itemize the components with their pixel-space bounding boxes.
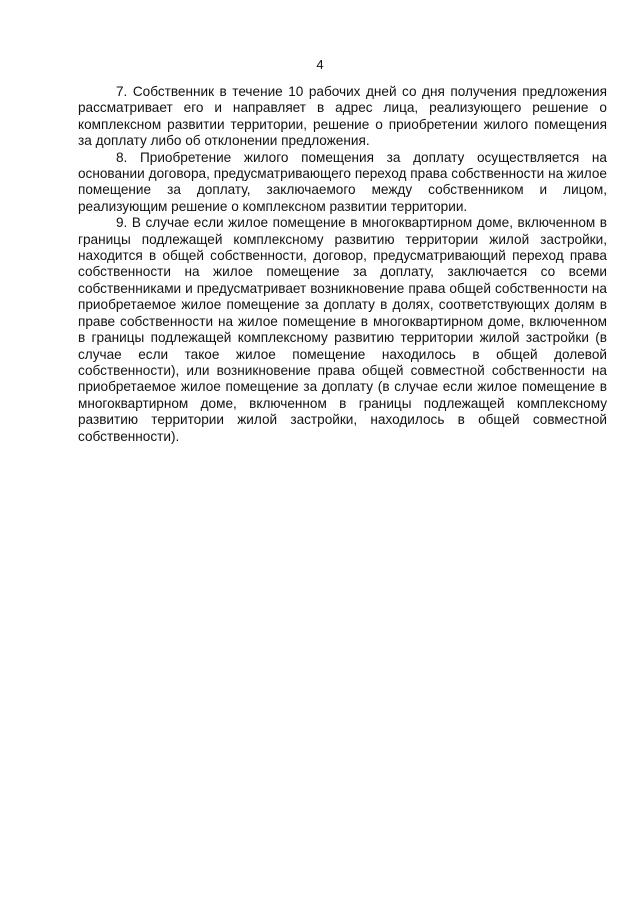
paragraph-8: 8. Приобретение жилого помещения за доплату осуществляется на основании договора, предусматривающего переход права собственности на жилое помещение за доплату, заключаемого между собственником и лицом, реализующим решение о комплексном развитии территории. [78, 149, 607, 214]
document-body [78, 84, 607, 445]
paragraph-7: 7. Собственник в течение 10 рабочих дней со дня получения предложения рассматривает его и направляет в адрес лица, реализующего решение о комплексном развитии территории, решение о приобретении жилого помещения за доплату либо об отклонении предложения. [78, 84, 607, 149]
page-number: 4 [316, 57, 324, 72]
paragraph-9: 9. В случае если жилое помещение в многоквартирном доме, включенном в границы подлежащей комплексному развитию территории жилой застройки, находится в общей собственности, договор, предусматривающий переход права собственности на жилое помещение за доплату, заключается со всеми собственниками и предусматривает возникновение права общей собственности на приобретаемое жилое помещение за доплату в долях, соответствующих долям в праве собственности на жилое помещение в многоквартирном доме, включенном в границы подлежащей комплексному развитию территории жилой застройки (в случае если такое жилое помещение находилось в общей долевой собственности), или возникновение права общей совместной собственности на приобретаемое жилое помещение за доплату (в случае если жилое помещение в многоквартирном доме, включенном в границы подлежащей комплексному развитию территории жилой застройки, находилось в общей совместной собственности). [78, 215, 607, 444]
